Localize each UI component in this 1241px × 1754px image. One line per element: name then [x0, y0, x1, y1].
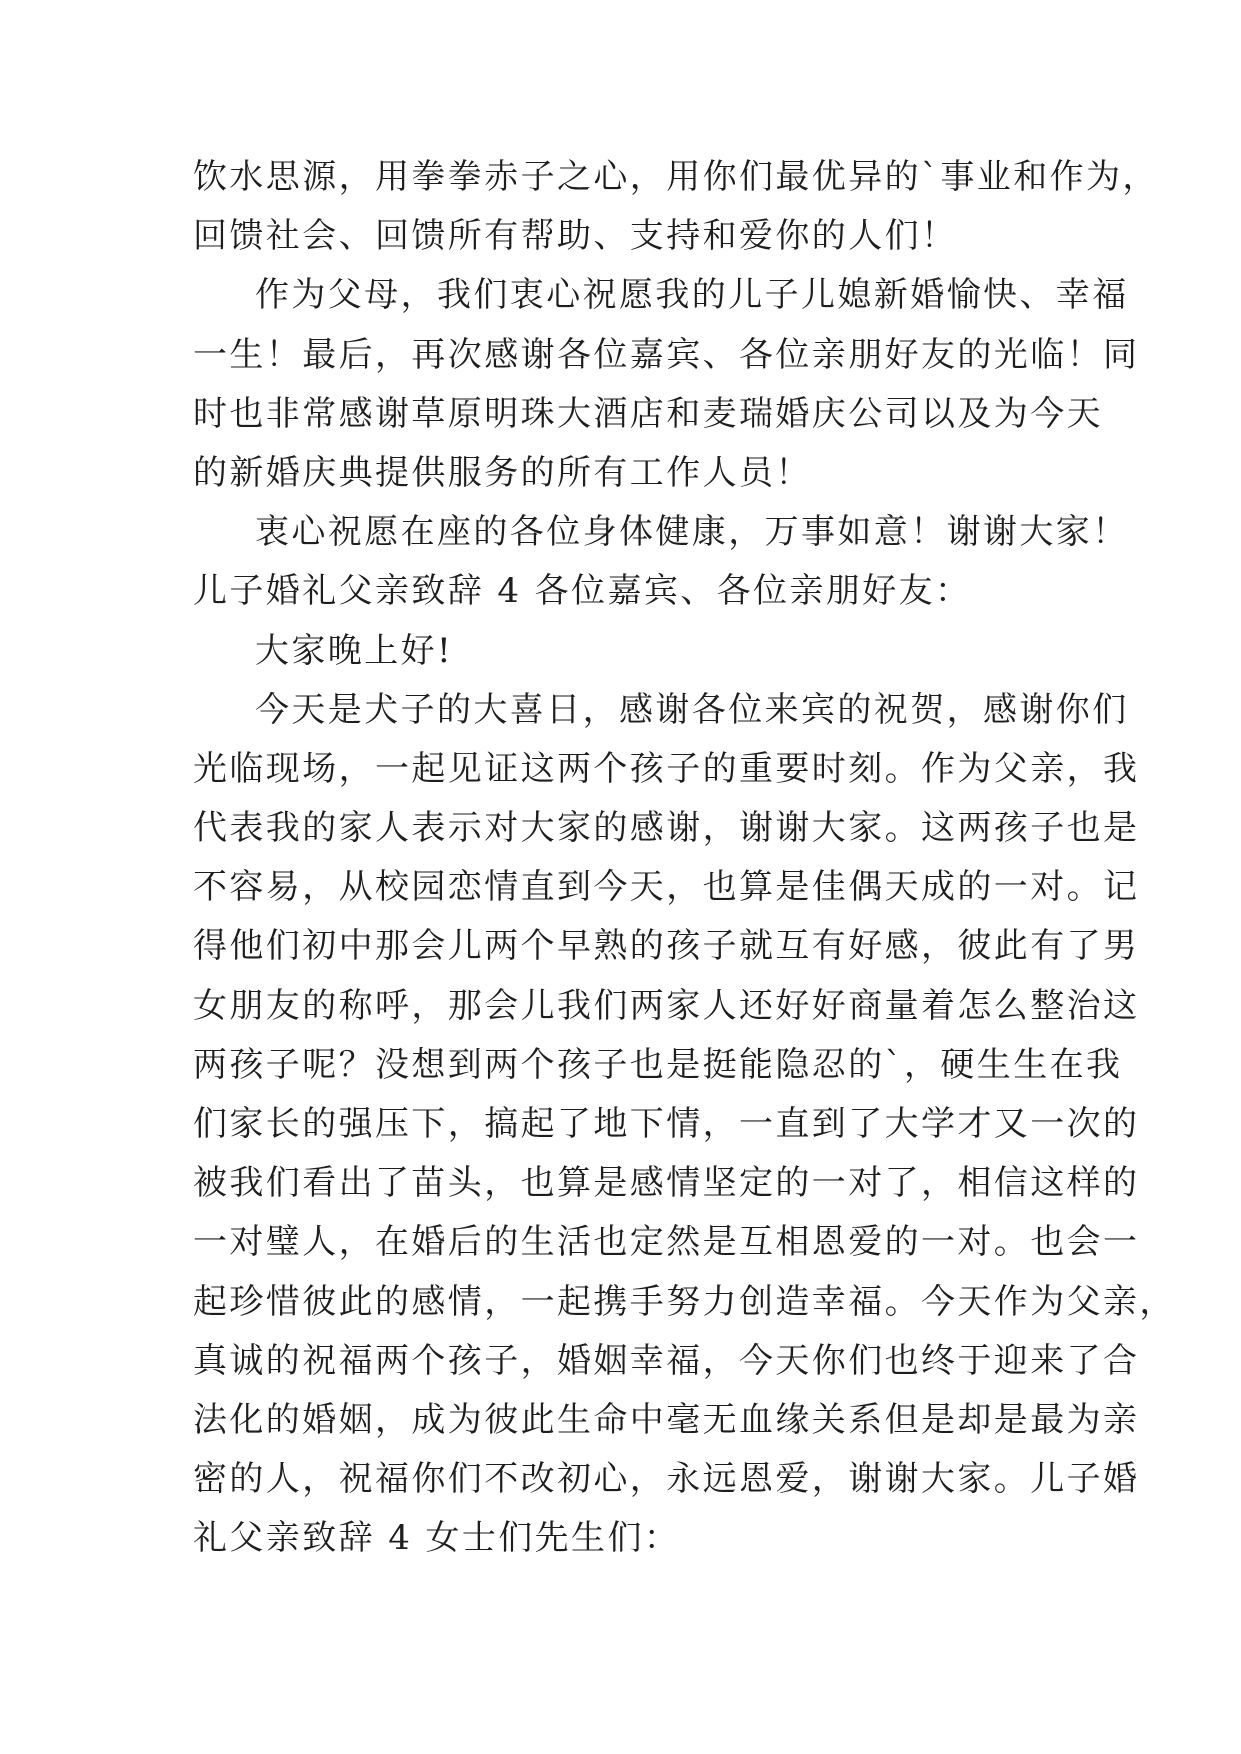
text-line-8: 儿子婚礼父亲致辞 4 各位嘉宾、各位亲朋好友： — [193, 571, 972, 612]
text-line-6: 的新婚庆典提供服务的所有工作人员！ — [193, 452, 812, 493]
text-line-2: 回馈社会、回馈所有帮助、支持和爱你的人们！ — [193, 216, 958, 257]
text-line-13: 不容易，从校园恋情直到今天，也算是佳偶天成的一对。记 — [193, 867, 1140, 908]
text-line-22: 法化的婚姻，成为彼此生命中毫无血缘关系但是却是最为亲 — [193, 1399, 1140, 1440]
text-line-11: 光临现场，一起见证这两个孩子的重要时刻。作为父亲，我 — [193, 748, 1140, 789]
text-line-19: 一对璧人，在婚后的生活也定然是互相恩爱的一对。也会一 — [193, 1222, 1140, 1263]
text-line-10: 今天是犬子的大喜日，感谢各位来宾的祝贺，感谢你们 — [255, 689, 1129, 730]
text-line-9: 大家晚上好! — [255, 630, 454, 671]
text-line-7: 衷心祝愿在座的各位身体健康，万事如意！谢谢大家！ — [255, 512, 1129, 553]
text-line-12: 代表我的家人表示对大家的感谢，谢谢大家。这两孩子也是 — [193, 808, 1140, 849]
text-line-20: 起珍惜彼此的感情，一起携手努力创造幸福。今天作为父亲， — [193, 1281, 1176, 1322]
text-line-15: 女朋友的称呼，那会儿我们两家人还好好商量着怎么整治这 — [193, 985, 1140, 1026]
text-line-17: 们家长的强压下，搞起了地下情，一直到了大学才又一次的 — [193, 1104, 1140, 1144]
text-line-24: 礼父亲致辞 4 女士们先生们： — [193, 1518, 681, 1559]
text-line-18: 被我们看出了苗头，也算是感情坚定的一对了，相信这样的 — [193, 1163, 1140, 1204]
text-line-21: 真诚的祝福两个孩子，婚姻幸福，今天你们也终于迎来了合 — [193, 1340, 1140, 1381]
text-line-16: 两孩子呢？没想到两个孩子也是挺能隐忍的`，硬生生在我 — [193, 1044, 1123, 1085]
text-line-1: 饮水思源，用拳拳赤子之心，用你们最优异的`事业和作为， — [193, 157, 1159, 197]
text-line-14: 得他们初中那会儿两个早熟的孩子就互有好感，彼此有了男 — [193, 926, 1140, 967]
document-body — [193, 148, 1176, 1569]
text-line-4: 一生！最后，再次感谢各位嘉宾、各位亲朋好友的光临！同 — [193, 334, 1140, 375]
text-line-3: 作为父母，我们衷心祝愿我的儿子儿媳新婚愉快、幸福 — [255, 275, 1129, 316]
text-line-5: 时也非常感谢草原明珠大酒店和麦瑞婚庆公司以及为今天 — [193, 393, 1103, 434]
text-line-23: 密的人，祝福你们不改初心，永远恩爱，谢谢大家。儿子婚 — [193, 1459, 1140, 1500]
